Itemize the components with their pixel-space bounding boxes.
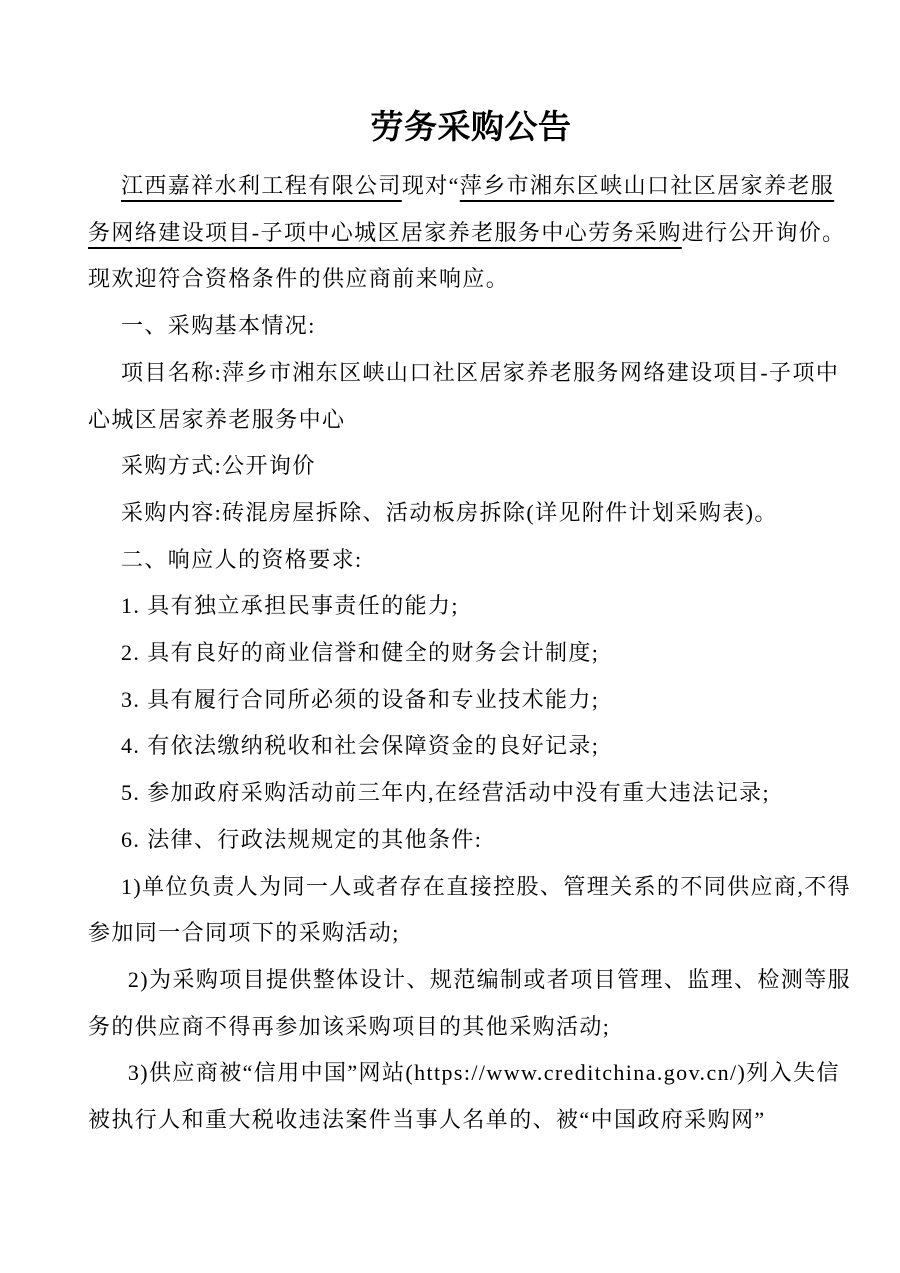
paragraph [88,443,854,490]
paragraph [88,677,854,724]
text-segment: 一、采购基本情况: [121,313,316,339]
text-segment: 4. 有依法缴纳税收和社会保障资金的良好记录; [121,733,600,759]
text-segment: 2)为采购项目提供整体设计、规范编制或者项目管理、监理、检测等服务的供应商不得再参加该采购项目的其他采购活动; [88,966,852,1039]
paragraph [88,163,854,303]
text-segment: 6. 法律、行政法规规定的其他条件: [121,826,483,852]
paragraph [88,723,854,770]
paragraph [88,864,854,957]
text-segment: 3. 具有履行合同所必须的设备和专业技术能力; [121,686,600,712]
text-segment: 1)单位负责人为同一人或者存在直接控股、管理关系的不同供应商,不得参加同一合同项下的采购活动; [88,873,852,946]
underlined-text-segment: 江西嘉祥水利工程有限公司 [121,173,402,198]
paragraph [88,350,854,443]
text-segment: 二、响应人的资格要求: [121,546,363,572]
text-segment: 进行公开询价。现欢迎符合资格条件的供应商前来响应。 [88,219,846,292]
text-segment: 采购方式:公开询价 [121,453,316,479]
text-segment: 1. 具有独立承担民事责任的能力; [121,593,459,619]
paragraph [88,770,854,817]
paragraph [88,537,854,584]
paragraph [88,630,854,677]
paragraph [88,1050,854,1143]
text-segment: 项目名称:萍乡市湘东区峡山口社区居家养老服务网络建设项目-子项中心城区居家养老服务中心 [88,359,840,432]
document-title: 劳务采购公告 [370,108,572,145]
paragraph [88,303,854,350]
underlined-text-segment: 萍乡市湘东区峡山口社区居家养老服务网络建设项目-子项中心城区居家养老服务中心劳务采购 [88,173,835,245]
paragraph [88,583,854,630]
text-segment: 现对“ [401,173,460,198]
text-segment: 2. 具有良好的商业信誉和健全的财务会计制度; [121,640,600,666]
paragraph [88,490,854,537]
text-segment: 采购内容:砖混房屋拆除、活动板房拆除(详见附件计划采购表)。 [121,499,778,525]
paragraph [88,957,854,1050]
text-segment: 5. 参加政府采购活动前三年内,在经营活动中没有重大违法记录; [121,780,771,806]
text-segment: 3)供应商被“信用中国”网站(https://www.creditchina.gov.cn/)列入失信被执行人和重大税收违法案件当事人名单的、被“中国政府采购网” [88,1060,840,1133]
paragraph [88,817,854,864]
document-body [88,163,854,1144]
